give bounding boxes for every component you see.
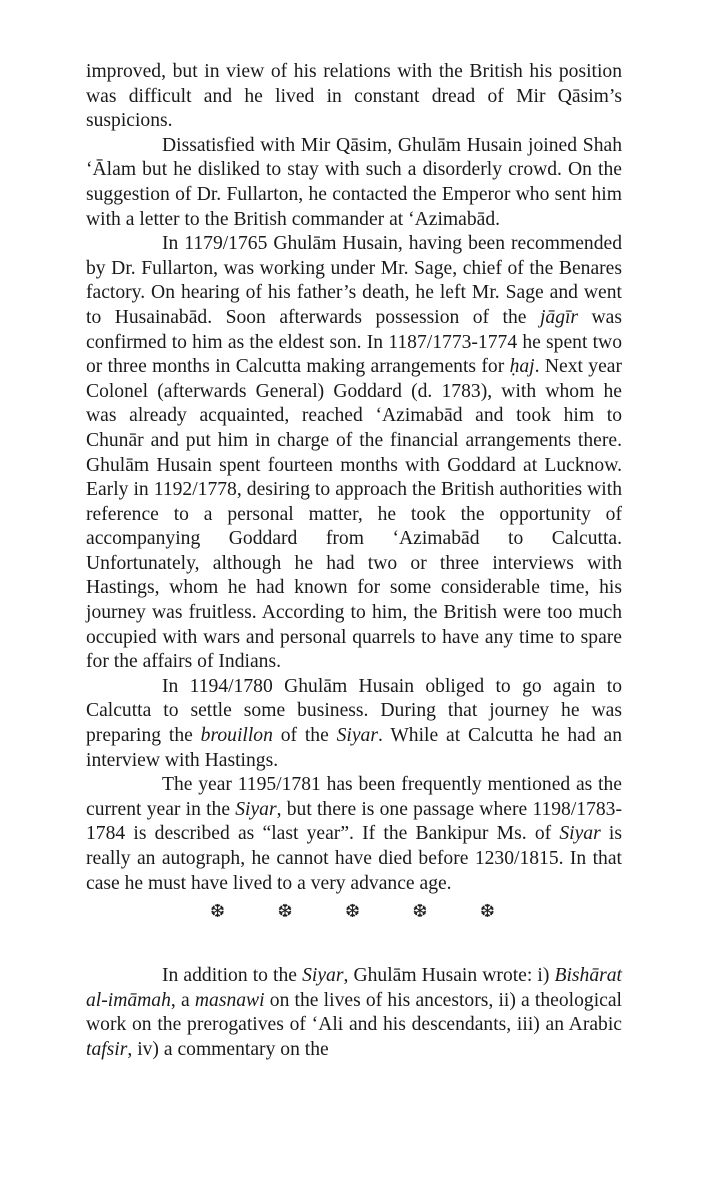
text-run: In addition to the xyxy=(162,965,303,987)
text-run: The year 1195/1781 has been frequently mentioned as the current year in the xyxy=(86,774,622,820)
text-run: , a xyxy=(170,989,195,1011)
section-gap xyxy=(86,924,622,964)
italic-term: Siyar xyxy=(559,823,601,845)
italic-term: ḥaj xyxy=(509,356,535,378)
italic-term: jāgīr xyxy=(539,306,579,328)
snowflake-icon: ❆ xyxy=(277,900,293,921)
text-run: . While at Calcutta he had an interview with Hastings. xyxy=(86,725,622,771)
italic-term: Siyar xyxy=(336,725,378,747)
paragraph-1 xyxy=(86,60,622,134)
text-run: of the xyxy=(272,725,337,747)
text-run: In 1179/1765 Ghulām Husain, having been recommended by Dr. Fullarton, was working under Mr. Sage, chief of the Benares factory. On hearing of his father’s death, he left Mr. Sage and went to Husainabād. Soon afterwards possession of the xyxy=(86,233,622,328)
italic-term: Siyar xyxy=(235,798,277,820)
snowflake-icon: ❆ xyxy=(344,900,361,921)
snowflake-icon: ❆ xyxy=(210,900,226,921)
italic-term: masnawi xyxy=(194,989,265,1011)
italic-term: Siyar xyxy=(302,965,344,987)
snowflake-icon: ❆ xyxy=(479,900,495,921)
text-run: . Next year Colonel (afterwards General) Goddard (d. 1783), with whom he was already acquainted, reached ‘Azimabād and took him to Chunār and put him in charge of the financial arrangements there. Ghulām Husain spent fourteen months with Goddard at Lucknow. Early in 1192/1778, desiring to approach the British authorities with reference to a personal matter, he took the opportunity of accompanying Goddard from ‘Azimabād to Calcutta. Unfortunately, although he had two or three interviews with Hastings, whom he had known for some considerable time, his journey was fruitless. According to him, the British were too much occupied with wars and personal quarrels to have any time to spare for the affairs of Indians. xyxy=(86,356,623,673)
text-run: In 1194/1780 Ghulām Husain obliged to go again to Calcutta to settle some business. During that journey he was preparing the xyxy=(86,675,622,747)
text-run: Dissatisfied with Mir Qāsim, Ghulām Husain joined Shah ‘Ālam but he disliked to stay with such a disorderly crowd. On the suggestion of Dr. Fullarton, he contacted the Emperor who sent him with a letter to the British commander at ‘Azimabād. xyxy=(86,134,622,230)
text-run: on the lives of his ancestors, ii) a theological work on the prerogatives of ‘Ali and his descendants, iii) an Arabic xyxy=(86,989,622,1036)
snowflake-icon: ❆ xyxy=(412,900,428,921)
page-body xyxy=(86,60,622,1063)
section-separator xyxy=(210,898,495,924)
italic-term: tafsir xyxy=(86,1038,128,1060)
paragraph-4 xyxy=(86,675,622,773)
text-run: , iv) a commentary on the xyxy=(127,1038,329,1060)
paragraph-2 xyxy=(86,134,622,232)
text-run: , but there is one passage where 1198/1783-1784 is described as “last year”. If the Bankipur Ms. of xyxy=(86,798,622,845)
text-run: is really an autograph, he cannot have died before 1230/1815. In that case he must have lived to a very advance age. xyxy=(86,823,622,894)
text-run: was confirmed to him as the eldest son. In 1187/1773-1774 he spent two or three months in Calcutta making arrangements for xyxy=(86,306,622,378)
italic-term: Bishārat al-imāmah xyxy=(86,965,622,1011)
italic-term: brouillon xyxy=(200,725,273,747)
paragraph-3 xyxy=(86,232,622,675)
paragraph-5 xyxy=(86,773,622,896)
text-run: , Ghulām Husain wrote: i) xyxy=(343,965,555,987)
text-run: improved, but in view of his relations with the British his position was difficult and he lived in constant dread of Mir Qāsim’s suspicions. xyxy=(86,61,622,132)
paragraph-6 xyxy=(86,964,622,1062)
